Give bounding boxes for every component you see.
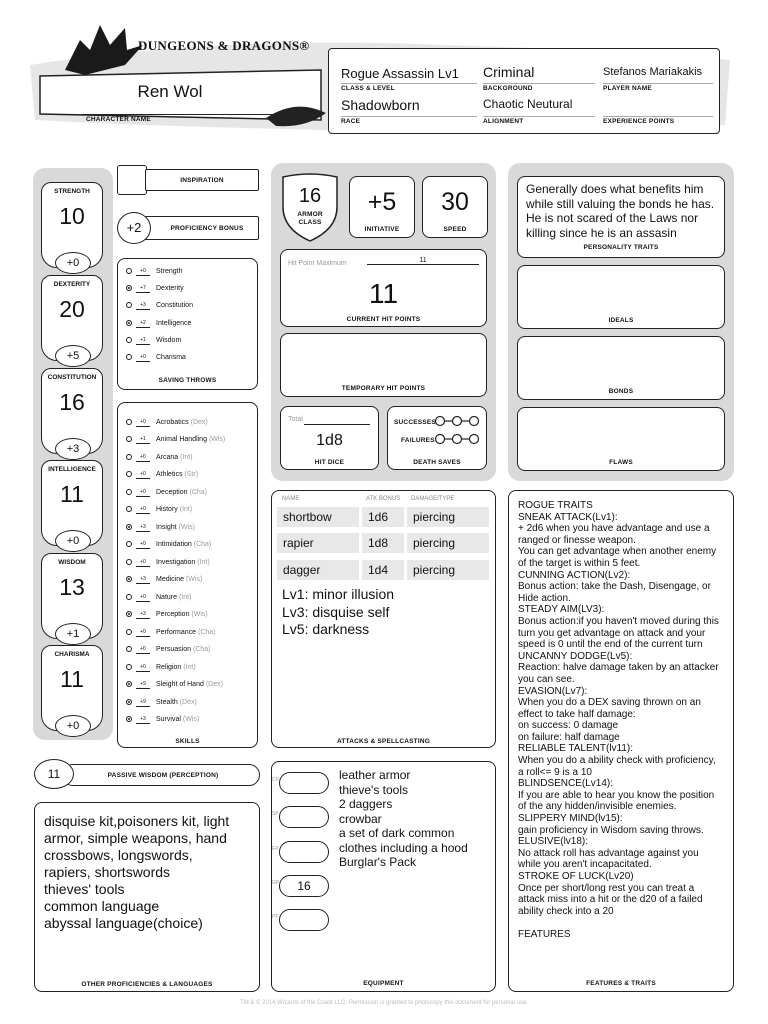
attack-damage-cell[interactable]: piercing [407, 507, 489, 527]
features-text[interactable] [518, 500, 730, 941]
skill-name: Stealth [156, 699, 178, 706]
attack-bonus-cell[interactable]: 1d6 [362, 507, 404, 527]
skill-mod: +0 [136, 593, 150, 602]
other-prof-text[interactable] [44, 813, 256, 932]
attacks-col-dmg: DAMAGE/TYPE [411, 496, 455, 502]
personality-traits-text[interactable]: Generally does what benefits him while still valuing the bonds he has. He is not scared of the Laws nor killing since he is an assasin [526, 182, 715, 241]
race-value[interactable]: Shadowborn [341, 97, 420, 113]
proficiency-dot[interactable] [126, 320, 132, 326]
attack-name-cell[interactable]: dagger [277, 560, 359, 580]
skill-row[interactable] [126, 503, 192, 517]
ability-name: WISDOM [58, 559, 86, 566]
hp-max-label: Hit Point Maximum [288, 260, 347, 267]
proficiency-dot[interactable] [126, 699, 132, 705]
death-saves-label: DEATH SAVES [413, 459, 461, 466]
skill-row[interactable] [126, 608, 208, 622]
skill-mod: +0 [136, 663, 150, 672]
hit-dice-total-line [304, 424, 370, 425]
proficiency-dot[interactable] [126, 646, 132, 652]
ability-score[interactable]: 10 [59, 203, 85, 229]
save-mod: +0 [136, 353, 150, 362]
features-label: FEATURES & TRAITS [586, 980, 656, 987]
other-prof-line: abyssal language(choice) [44, 915, 203, 931]
equipment-line: clothes including a hood [339, 840, 468, 855]
save-name: Wisdom [156, 337, 182, 344]
skill-row[interactable] [126, 678, 223, 692]
equipment-line: leather armor [339, 768, 411, 782]
coin-ep[interactable] [272, 841, 329, 863]
equipment-list[interactable] [339, 768, 468, 870]
coin-abbr: CP [272, 777, 279, 783]
saving-throws [117, 258, 258, 390]
passive-value[interactable]: 11 [47, 767, 61, 781]
coin-pp[interactable] [272, 909, 329, 931]
passive-label: PASSIVE WISDOM (PERCEPTION) [107, 772, 219, 779]
proficiency-dot[interactable] [126, 716, 132, 722]
save-name: Charisma [156, 354, 186, 361]
feature-line: while you aren't incapacitated. [518, 859, 652, 871]
save-row[interactable] [126, 334, 181, 348]
proficiency-dot[interactable] [126, 629, 132, 635]
skill-name: Investigation [156, 559, 196, 566]
skill-ability: (Cha) [192, 646, 211, 653]
feature-line: You can get advantage when another enemy [518, 546, 717, 558]
ability-name: STRENGTH [54, 188, 90, 195]
spell-line: Lv1: minor illusion [282, 586, 395, 602]
feature-line: ELUSIVE(lv18): [518, 836, 589, 848]
feature-line: on success: 0 damage [518, 720, 619, 732]
speed-label: SPEED [443, 226, 467, 233]
feature-line: Once per short/long rest you can treat a [518, 882, 695, 894]
skill-mod: +0 [136, 418, 150, 427]
ability-modifier[interactable]: +0 [55, 715, 91, 737]
equipment-line: crowbar [339, 811, 382, 826]
proficiency-dot[interactable] [126, 524, 132, 530]
skill-mod: +9 [136, 698, 150, 707]
personality-traits-label: PERSONALITY TRAITS [583, 244, 659, 251]
skill-row[interactable] [126, 416, 208, 430]
feature-line: EVASION(Lv7): [518, 685, 588, 697]
skill-ability: (Dex) [190, 419, 208, 426]
save-row[interactable] [126, 299, 193, 313]
skill-ability: (Dex) [179, 699, 197, 706]
proficiency-label: PROFICIENCY BONUS [170, 225, 244, 232]
temp-hp-label: TEMPORARY HIT POINTS [341, 385, 426, 392]
skill-ability: (Int) [180, 454, 193, 461]
ability-name: CHARISMA [54, 651, 90, 658]
ability-modifier[interactable]: +0 [55, 252, 91, 274]
skill-ability: (Wis) [182, 716, 200, 723]
feature-line: SNEAK ATTACK(Lv1): [518, 511, 618, 523]
proficiency-dot[interactable] [126, 594, 132, 600]
skill-row[interactable] [126, 573, 202, 587]
feature-line: ROGUE TRAITS [518, 500, 593, 511]
header [0, 0, 768, 150]
proficiency-dot[interactable] [126, 302, 132, 308]
save-row[interactable] [126, 265, 182, 279]
equipment-label: EQUIPMENT [363, 980, 404, 987]
feature-line: SLIPPERY MIND(lv15): [518, 813, 623, 825]
ability-score[interactable]: 11 [60, 481, 84, 507]
other-proficiencies [34, 802, 260, 992]
feature-line: Hide action. [518, 592, 571, 604]
attack-bonus-cell[interactable]: 1d8 [362, 533, 404, 553]
save-row[interactable] [126, 317, 191, 331]
class-level-value[interactable]: Rogue Assassin Lv1 [341, 66, 459, 81]
skill-name: Persuasion [156, 646, 192, 653]
skill-ability: (Int) [179, 506, 193, 513]
death-save-failures-checkboxes[interactable] [433, 432, 481, 446]
skill-name: Athletics [156, 471, 183, 478]
skill-ability: (Wis) [208, 436, 226, 443]
current-hp-label: CURRENT HIT POINTS [346, 316, 421, 323]
save-name: Intelligence [156, 320, 192, 327]
ability-charisma [41, 645, 103, 731]
skill-name: Animal Handling [156, 436, 207, 443]
other-prof-line: armor, simple weapons, hand [44, 830, 227, 846]
skill-ability: (Int) [183, 664, 196, 671]
spell-line: Lv3: disquise self [282, 603, 390, 620]
feature-line: ranged or finesse weapon. [518, 534, 636, 546]
proficiency-dot[interactable] [126, 436, 132, 442]
coin-sp[interactable] [272, 806, 329, 828]
coin-abbr: PP [272, 914, 279, 920]
skill-row[interactable] [126, 486, 207, 500]
equipment-line: Burglar's Pack [339, 855, 416, 869]
feature-line: If you are able to hear you know the position [518, 789, 715, 801]
ability-modifier[interactable]: +3 [55, 438, 91, 460]
skill-ability: (Int) [178, 594, 192, 601]
feature-line: you can see. [518, 673, 575, 685]
character-name-underline [82, 114, 312, 115]
ability-score[interactable]: 11 [60, 666, 84, 692]
feature-line: Bonus action:if you haven't moved during this [518, 615, 719, 627]
proficiency-dot[interactable] [126, 268, 132, 274]
skill-name: Sleight of Hand [156, 681, 204, 688]
race-label: RACE [341, 116, 477, 125]
feature-line: of the any hidden/invisible enemies. [518, 801, 677, 813]
inspiration-box[interactable] [117, 165, 147, 195]
spell-list[interactable] [282, 586, 394, 639]
feature-line: + 2d6 when you have advantage and use a [518, 523, 710, 535]
attack-bonus-cell[interactable]: 1d4 [362, 560, 404, 580]
skill-mod: +3 [136, 610, 150, 619]
save-row[interactable] [126, 351, 186, 365]
skill-mod: +3 [136, 523, 150, 532]
proficiency-dot[interactable] [126, 576, 132, 582]
other-prof-line: disquise kit,poisoners kit, light [44, 813, 230, 829]
saving-throws-label: SAVING THROWS [158, 377, 217, 384]
save-mod: +3 [136, 301, 150, 310]
coin-gp[interactable] [272, 875, 329, 897]
feature-line: UNCANNY DODGE(Lv5): [518, 650, 633, 662]
skill-mod: +0 [136, 505, 150, 514]
skill-mod: +0 [136, 470, 150, 479]
proficiency-dot[interactable] [126, 681, 132, 687]
feature-line: effect to take half damage: [518, 708, 636, 720]
inspiration [117, 165, 262, 195]
player-name-label: PLAYER NAME [603, 83, 713, 92]
skill-name: Nature [156, 594, 178, 601]
other-prof-line: crossbows, longswords, [44, 847, 193, 863]
skills-label: SKILLS [175, 738, 200, 745]
attack-damage-cell[interactable]: piercing [407, 533, 489, 553]
skill-mod: +0 [136, 558, 150, 567]
skill-name: Insight [156, 524, 177, 531]
flaws-label: FLAWS [609, 459, 633, 466]
feature-line: BLINDSENCE(Lv14): [518, 778, 614, 790]
background-value[interactable]: Criminal [483, 64, 535, 80]
skill-row[interactable] [126, 538, 211, 552]
feature-line: STROKE OF LUCK(Lv20) [518, 871, 634, 882]
skill-row[interactable] [126, 696, 197, 710]
skill-ability: (Cha) [198, 629, 216, 636]
skills [117, 402, 258, 748]
save-mod: +2 [136, 319, 150, 328]
save-row[interactable] [126, 282, 184, 296]
skill-row[interactable] [126, 591, 191, 605]
equipment-line: a set of dark common [339, 826, 455, 840]
skill-mod: +9 [136, 680, 150, 689]
character-name-label: CHARACTER NAME [86, 116, 151, 123]
ability-name: CONSTITUTION [47, 374, 97, 381]
footer-copyright: TM & © 2014 Wizards of the Coast LLC. Permission is granted to photocopy this document for personal use. [240, 1000, 528, 1006]
feature-line: When you do a ability check with proficiency, [518, 755, 716, 767]
ability-column [33, 168, 113, 740]
hit-dice-total-label: Total [288, 416, 303, 423]
coin-abbr: SP [272, 811, 279, 817]
skill-ability: (Cha) [189, 489, 207, 496]
skill-name: Medicine [156, 576, 185, 583]
proficiency-dot[interactable] [126, 419, 132, 425]
proficiency-dot[interactable] [126, 454, 132, 460]
proficiency-dot[interactable] [126, 337, 132, 343]
proficiency-dot[interactable] [126, 471, 132, 477]
skill-name: Arcana [156, 454, 179, 461]
passive-perception [34, 759, 260, 791]
feature-line: No attack roll has advantage against you [518, 847, 699, 859]
coin-cp[interactable] [272, 772, 329, 794]
skill-name: Religion [156, 664, 182, 671]
skill-ability: (Str) [184, 471, 199, 478]
proficiency-dot[interactable] [126, 611, 132, 617]
class-level-label: CLASS & LEVEL [341, 83, 477, 92]
death-save-successes-checkboxes[interactable] [433, 414, 481, 428]
speed-value[interactable]: 30 [441, 188, 469, 216]
hit-dice-label: HIT DICE [314, 459, 345, 466]
successes-label: SUCCESSES [394, 419, 436, 426]
save-name: Dexterity [156, 285, 184, 292]
skill-mod: +0 [136, 628, 150, 637]
skill-ability: (Wis) [178, 524, 195, 531]
feature-line: gain proficiency in Wisdom saving throws. [518, 824, 704, 836]
skill-mod: +3 [136, 715, 150, 724]
skill-mod: +0 [136, 645, 150, 654]
feature-line: turn you get advantage on attack and your [518, 627, 706, 639]
skill-row[interactable] [126, 626, 216, 640]
logo-text: DUNGEONS & DRAGONS® [138, 38, 310, 53]
equipment-line: 2 daggers [339, 797, 393, 811]
ability-strength [41, 182, 103, 268]
proficiency-dot[interactable] [126, 489, 132, 495]
ideals-label: IDEALS [608, 317, 634, 324]
bonds-label: BONDS [608, 388, 634, 395]
attack-name-cell[interactable]: rapier [277, 533, 359, 553]
skill-row[interactable] [126, 556, 210, 570]
skill-row[interactable] [126, 433, 225, 447]
ability-dexterity [41, 275, 103, 361]
skill-ability: (Wis) [185, 576, 203, 583]
skill-name: Performance [156, 629, 197, 636]
ability-modifier[interactable]: +0 [55, 530, 91, 552]
attack-damage-cell[interactable]: piercing [407, 560, 489, 580]
initiative-value[interactable]: +5 [367, 188, 397, 216]
failures-label: FAILURES [401, 437, 435, 444]
ability-name: DEXTERITY [53, 281, 91, 288]
skill-ability: (Int) [197, 559, 210, 566]
ability-constitution [41, 368, 103, 454]
ability-score[interactable]: 13 [59, 574, 85, 600]
attacks-label: ATTACKS & SPELLCASTING [337, 738, 430, 745]
armor-class-label: ARMOR CLASS [297, 211, 323, 226]
save-mod: +7 [136, 284, 150, 293]
ability-modifier[interactable]: +5 [55, 345, 91, 367]
save-mod: +1 [136, 336, 150, 345]
initiative-label: INITIATIVE [364, 226, 400, 233]
other-prof-line: common language [44, 898, 160, 914]
proficiency-dot[interactable] [126, 354, 132, 360]
other-prof-line: rapiers, shortswords [44, 864, 171, 880]
other-prof-label: OTHER PROFICIENCIES & LANGUAGES [81, 981, 213, 988]
skill-name: Survival [156, 716, 181, 723]
alignment-label: ALIGNMENT [483, 116, 595, 125]
hp-max-value[interactable]: 11 [367, 257, 479, 265]
hit-dice-value[interactable]: 1d8 [316, 432, 343, 449]
feature-line: FEATURES [518, 928, 571, 940]
skill-name: Perception [156, 611, 190, 618]
save-name: Constitution [156, 302, 193, 309]
proficiency-dot[interactable] [126, 285, 132, 291]
save-name: Strength [156, 268, 183, 275]
ability-wisdom [41, 553, 103, 639]
feature-line: When you do a DEX saving thrown on an [518, 697, 701, 709]
player-name-value[interactable]: Stefanos Mariakakis [603, 66, 703, 78]
skill-name: Intimidation [156, 541, 192, 548]
skill-row[interactable] [126, 468, 198, 482]
feature-line: of the target is within 5 feet. [518, 557, 641, 569]
feature-line [518, 917, 730, 929]
background-label: BACKGROUND [483, 83, 595, 92]
skill-mod: +0 [136, 488, 150, 497]
attack-name-cell[interactable]: shortbow [277, 507, 359, 527]
alignment-value[interactable]: Chaotic Neutural [483, 97, 573, 111]
equipment-line: thieve's tools [339, 782, 408, 797]
skill-mod: +3 [136, 575, 150, 584]
feature-line: attack miss into a hit or the d20 of a failed [518, 894, 703, 906]
skill-name: History [156, 506, 178, 513]
skill-mod: +1 [136, 435, 150, 444]
xp-label: EXPERIENCE POINTS [603, 116, 713, 125]
skill-row[interactable] [126, 643, 211, 657]
proficiency-bonus [117, 212, 262, 246]
save-mod: +0 [136, 267, 150, 276]
ability-score[interactable]: 20 [59, 296, 85, 322]
proficiency-dot[interactable] [126, 541, 132, 547]
current-hp-value[interactable]: 11 [368, 278, 399, 309]
skill-mod: +0 [136, 540, 150, 549]
skill-mod: +0 [136, 453, 150, 462]
skill-name: Deception [156, 489, 188, 496]
skill-ability: (Cha) [193, 541, 212, 548]
proficiency-value[interactable]: +2 [126, 220, 142, 235]
skill-ability: (Wis) [191, 611, 208, 618]
spell-line: Lv5: darkness [282, 621, 370, 637]
feature-line: Reaction: halve damage taken by an attacker [518, 662, 719, 674]
feature-line: speed is 0 until the end of the current turn [518, 639, 703, 651]
skill-row[interactable] [126, 661, 196, 675]
coin-abbr: EP [272, 846, 279, 852]
ability-modifier[interactable]: +1 [55, 623, 91, 645]
attacks-col-atk: ATK BONUS [366, 496, 401, 502]
feature-line: CUNNING ACTION(Lv2): [518, 569, 631, 581]
armor-class-value[interactable]: 16 [298, 185, 322, 207]
feature-line: on failure: half damage [518, 731, 620, 743]
ability-name: INTELLIGENCE [48, 466, 96, 473]
proficiency-dot[interactable] [126, 664, 132, 670]
proficiency-dot[interactable] [126, 559, 132, 565]
feature-line: Bonus action: take the Dash, Disengage, or [518, 581, 711, 593]
feature-line: STEADY AIM(LV3): [518, 604, 605, 616]
skill-row[interactable] [126, 521, 195, 535]
ability-intelligence [41, 460, 103, 546]
feature-line: a roll<= 9 is a 10 [518, 766, 592, 778]
character-name[interactable]: Ren Wol [137, 82, 203, 101]
coin-value: 16 [297, 879, 311, 893]
ability-score[interactable]: 16 [59, 389, 85, 415]
attacks-col-name: NAME [282, 496, 300, 502]
skill-name: Acrobatics [156, 419, 189, 426]
other-prof-line: thieves' tools [44, 881, 125, 897]
feature-line: RELIABLE TALENT(lv11): [518, 743, 634, 755]
feature-line: ability check into a 20 [518, 905, 614, 917]
skill-ability: (Dex) [205, 681, 223, 688]
skill-row[interactable] [126, 713, 199, 727]
proficiency-dot[interactable] [126, 506, 132, 512]
skill-row[interactable] [126, 451, 193, 465]
inspiration-label: INSPIRATION [180, 177, 224, 184]
coin-abbr: GP [272, 880, 280, 886]
